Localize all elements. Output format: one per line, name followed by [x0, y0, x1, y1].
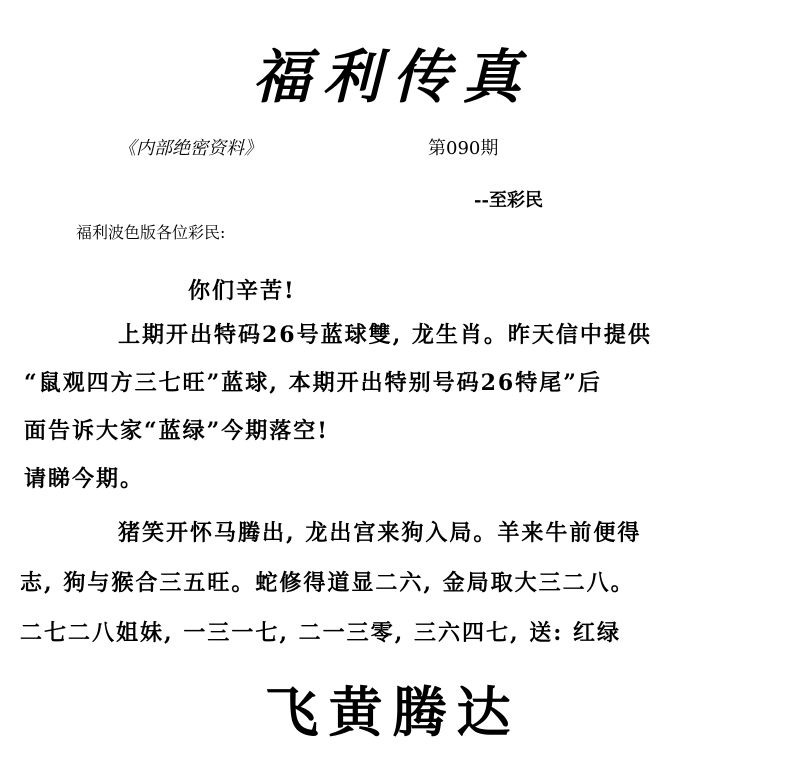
page-title: 福利传真: [252, 43, 533, 111]
body-line-3: “鼠观四方三七旺”蓝球, 本期开出特别号码26特尾”后: [24, 370, 602, 396]
greeting-line: 福利波色版各位彩民:: [76, 223, 226, 242]
body-line-1: 你们辛苦!: [188, 278, 296, 304]
body-line-5: 请睇今期。: [24, 466, 145, 492]
document-subtitle: 《内部绝密资料》: [118, 138, 262, 159]
body-line-4: 面告诉大家“蓝绿”今期落空!: [24, 418, 329, 444]
issue-number: 第090期: [428, 138, 499, 159]
body-line-2: 上期开出特码26号蓝球雙, 龙生肖。昨天信中提供: [118, 322, 652, 348]
body-line-7: 志, 狗与猴合三五旺。蛇修得道显二六, 金局取大三二八。: [20, 570, 635, 596]
recipient-line: --至彩民: [474, 190, 543, 211]
body-line-6: 猪笑开怀马腾出, 龙出宫来狗入局。羊来牛前便得: [118, 520, 642, 546]
footer-title: 飞黄腾达: [264, 680, 521, 744]
body-line-8: 二七二八姐妹, 一三一七, 二一三零, 三六四七, 送: 红绿: [20, 620, 622, 646]
